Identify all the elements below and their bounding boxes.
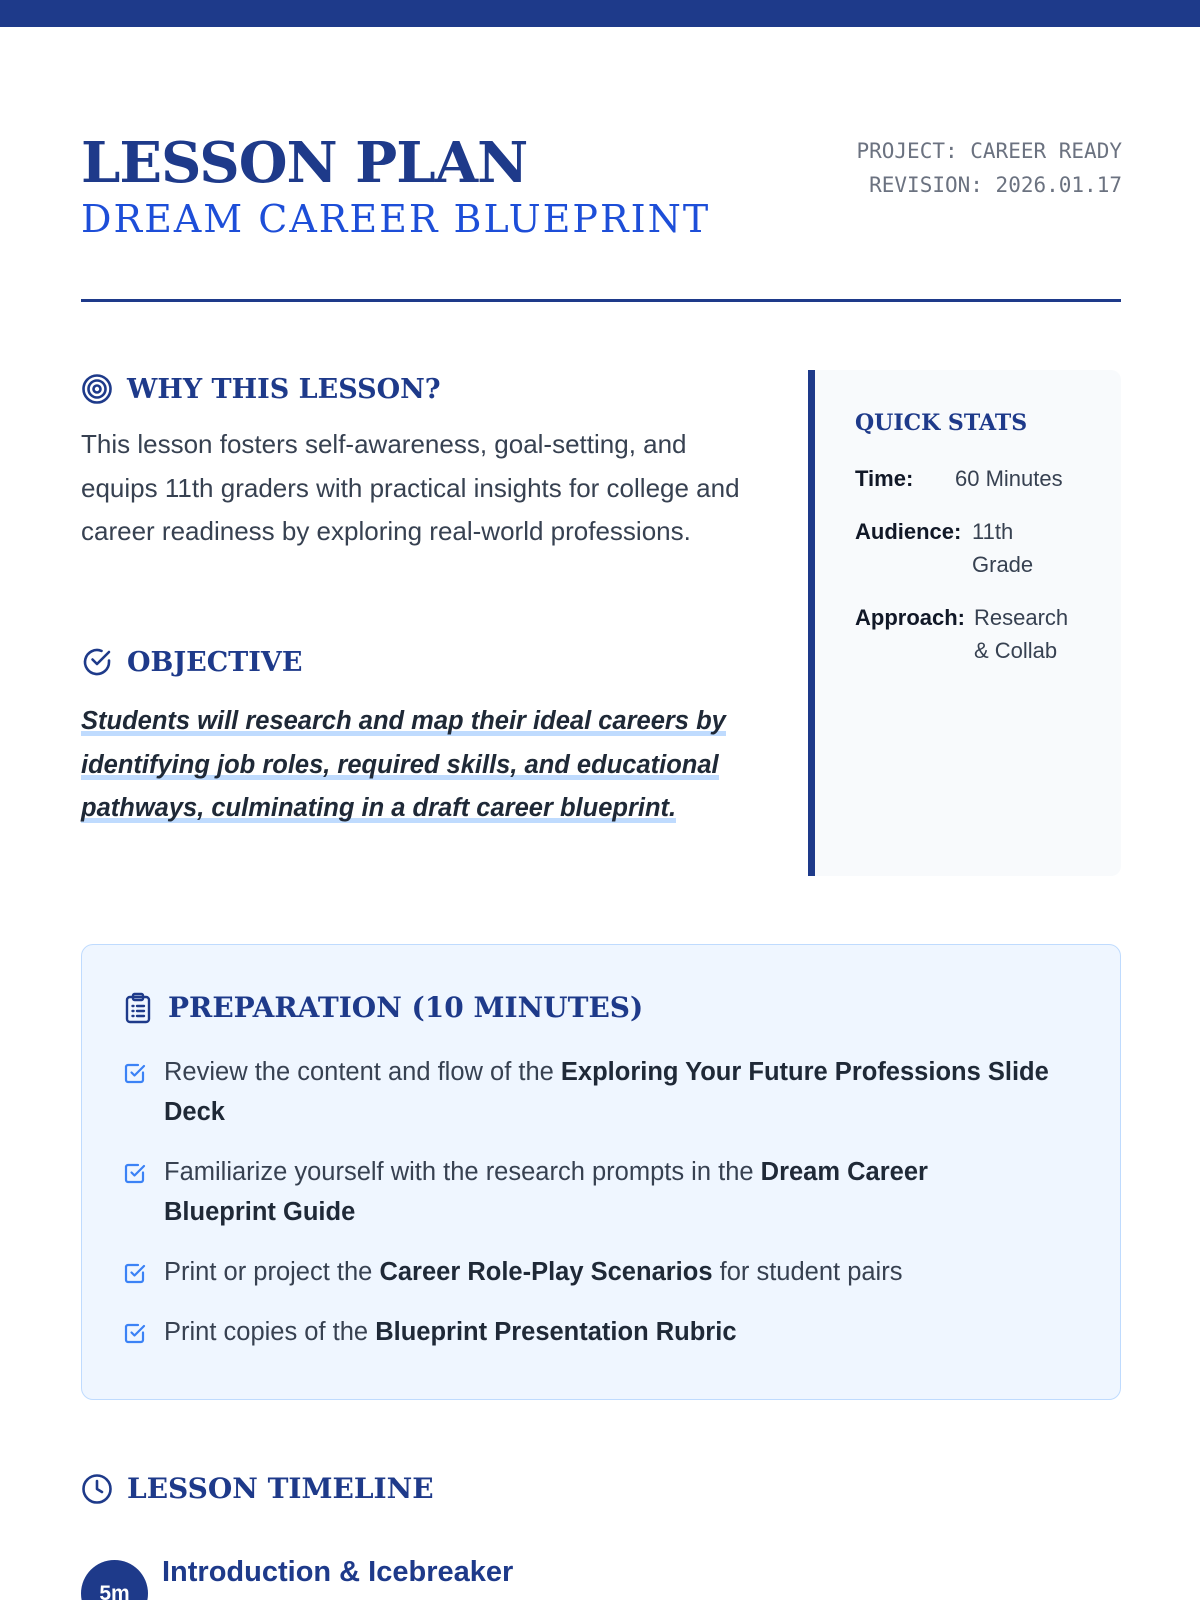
prep-item (124, 1152, 1080, 1232)
prep-item (124, 1252, 1080, 1292)
clipboard-icon (124, 992, 152, 1024)
objective-body (81, 700, 761, 831)
checkbox-checked-icon (124, 1162, 146, 1184)
stat-value: 60 Minutes (955, 466, 1063, 491)
preparation-heading-text: PREPARATION (10 MINUTES) (168, 991, 644, 1024)
why-heading (81, 373, 761, 405)
objective-heading (81, 646, 761, 678)
prep-item-text: Familiarize yourself with the research prompts in the Dream Career Blueprint Guide (164, 1158, 928, 1226)
checkbox-checked-icon (124, 1062, 146, 1084)
page-subtitle: DREAM CAREER BLUEPRINT (81, 197, 711, 242)
page-header (81, 130, 1121, 241)
stat-label: Time: (855, 466, 914, 491)
document-meta (856, 134, 1122, 202)
revision-label: REVISION: 2026.01.17 (869, 173, 1122, 197)
page-title: LESSON PLAN (81, 130, 528, 196)
top-accent-bar (0, 0, 1200, 27)
stat-label: Approach: (855, 605, 965, 630)
header-divider (81, 299, 1121, 302)
prep-item-text: Print copies of the Blueprint Presentation Rubric (164, 1318, 737, 1346)
preparation-heading (124, 991, 1080, 1024)
prep-item-text: Print or project the Career Role-Play Scenarios for student pairs (164, 1258, 903, 1286)
lesson-timeline (81, 1472, 1121, 1600)
stat-value: Research & Collab (974, 605, 1069, 663)
stat-approach (855, 601, 1091, 667)
checkbox-checked-icon (124, 1322, 146, 1344)
stat-value: 11th Grade (972, 519, 1034, 577)
why-heading-text: WHY THIS LESSON? (127, 373, 441, 405)
checkbox-checked-icon (124, 1262, 146, 1284)
check-circle-icon (81, 646, 113, 678)
preparation-panel (81, 944, 1121, 1400)
timeline-heading (81, 1472, 1121, 1505)
prep-item (124, 1312, 1080, 1352)
objective-text: Students will research and map their ideal careers by identifying job roles, required skills, and educational pathways, culminating in a draft career blueprint. (81, 707, 726, 822)
timeline-heading-text: LESSON TIMELINE (127, 1472, 434, 1505)
why-section (81, 373, 761, 554)
target-icon (81, 373, 113, 405)
objective-section (81, 646, 761, 831)
stat-label: Audience: (855, 519, 962, 544)
stat-audience (855, 515, 1091, 581)
why-body: This lesson fosters self-awareness, goal-setting, and equips 11th graders with practical insights for college and career readiness by exploring real-world professions. (81, 429, 740, 546)
timeline-item-title: Introduction & Icebreaker (162, 1556, 514, 1588)
prep-item-text: Review the content and flow of the Exploring Your Future Professions Slide Deck (164, 1058, 1049, 1126)
preparation-list (124, 1052, 1080, 1352)
timeline-item (81, 1556, 514, 1600)
duration-badge: 5m (81, 1560, 148, 1600)
quick-stats-title: QUICK STATS (855, 410, 1028, 436)
objective-heading-text: OBJECTIVE (127, 646, 303, 678)
quick-stats-card (808, 370, 1121, 876)
prep-item (124, 1052, 1080, 1132)
project-label: PROJECT: CAREER READY (856, 139, 1122, 163)
stat-time (855, 462, 1091, 495)
clock-icon (81, 1473, 113, 1505)
